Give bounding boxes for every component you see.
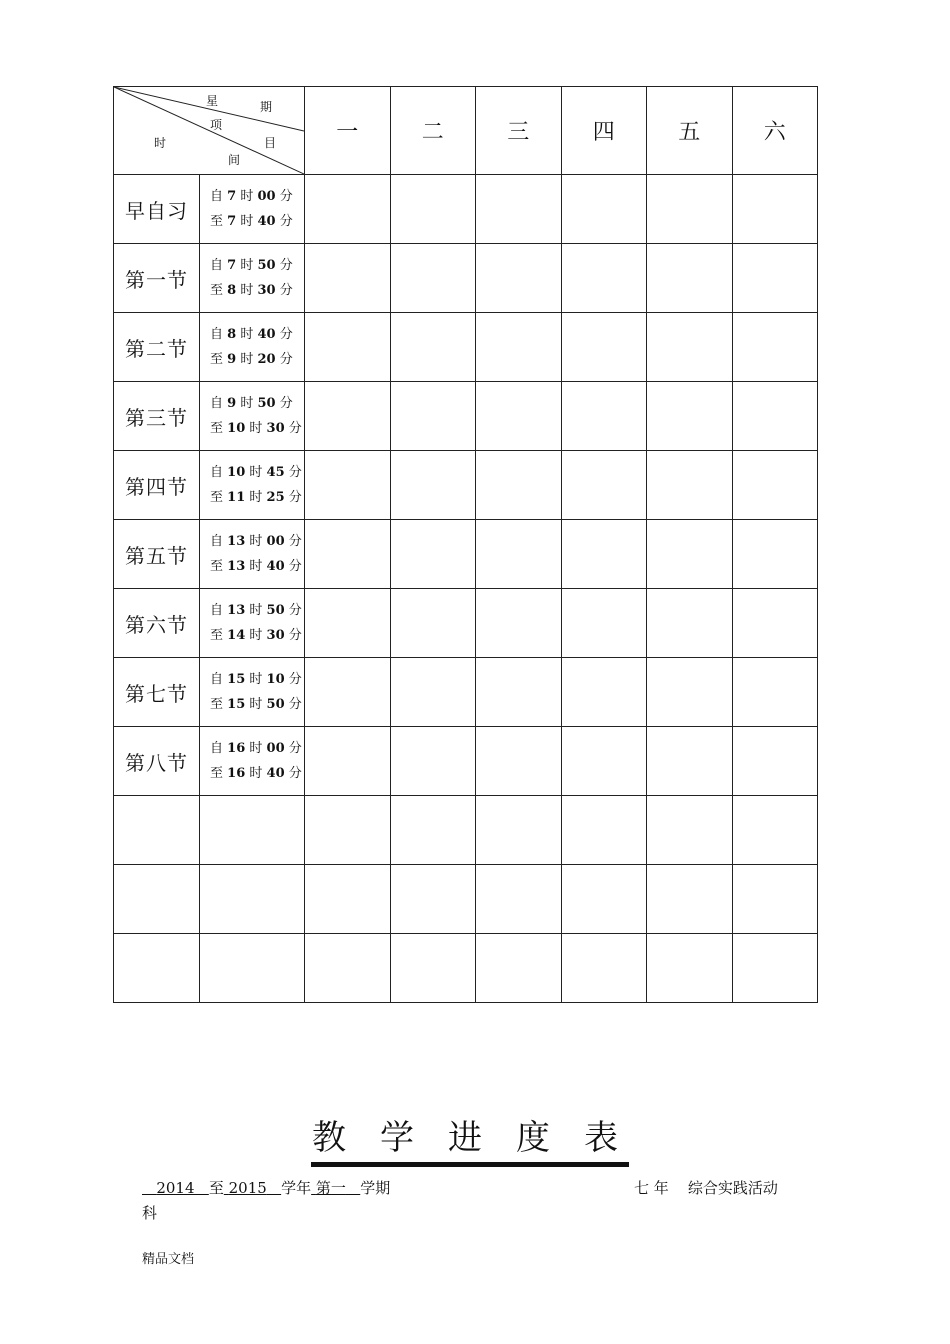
slot-row (114, 244, 818, 313)
year-word: 学年 (281, 1179, 312, 1197)
schedule-cell (200, 865, 305, 934)
time-from: 自 8 时 40 分 (210, 327, 293, 342)
time-from: 自 13 时 00 分 (210, 534, 302, 549)
schedule-cell (476, 934, 562, 1003)
schedule-cell (732, 313, 818, 382)
schedule-cell (200, 934, 305, 1003)
period-label: 早自习 (114, 175, 200, 244)
title-underline (311, 1162, 629, 1167)
schedule-cell (647, 934, 733, 1003)
period-time (200, 658, 305, 727)
schedule-cell (390, 934, 476, 1003)
blank-row (114, 796, 818, 865)
schedule-cell (561, 658, 647, 727)
schedule-cell (305, 934, 391, 1003)
period-label: 第二节 (114, 313, 200, 382)
period-label: 第八节 (114, 727, 200, 796)
schedule-cell (732, 382, 818, 451)
day-header-4: 四 (561, 87, 647, 175)
day-header-2: 二 (390, 87, 476, 175)
period-time (200, 520, 305, 589)
schedule-cell (305, 865, 391, 934)
schedule-cell (732, 520, 818, 589)
schedule-cell (561, 520, 647, 589)
day-header-1: 一 (305, 87, 391, 175)
schedule-cell (647, 658, 733, 727)
schedule-cell (561, 313, 647, 382)
blank-row (114, 934, 818, 1003)
corner-time-1: 时 (154, 136, 167, 150)
time-to: 至 14 时 30 分 (210, 628, 302, 643)
schedule-cell (561, 796, 647, 865)
schedule-cell (305, 658, 391, 727)
grade-subject (634, 1177, 778, 1198)
timetable (113, 86, 818, 1003)
time-to: 至 13 时 40 分 (210, 559, 302, 574)
schedule-cell (305, 796, 391, 865)
schedule-cell (732, 727, 818, 796)
period-time (200, 313, 305, 382)
slot-row (114, 658, 818, 727)
schedule-cell (476, 796, 562, 865)
schedule-cell (305, 244, 391, 313)
schedule-cell (390, 451, 476, 520)
schedule-cell (305, 727, 391, 796)
schedule-cell (114, 796, 200, 865)
schedule-cell (305, 175, 391, 244)
schedule-cell (476, 175, 562, 244)
slot-row (114, 451, 818, 520)
schedule-cell (390, 520, 476, 589)
schedule-cell (114, 865, 200, 934)
subject-suffix: 科 (142, 1204, 158, 1222)
schedule-cell (732, 865, 818, 934)
slot-row (114, 520, 818, 589)
time-to: 至 16 时 40 分 (210, 766, 302, 781)
schedule-cell (305, 589, 391, 658)
day-header-5: 五 (647, 87, 733, 175)
schedule-cell (647, 589, 733, 658)
schedule-cell (647, 796, 733, 865)
schedule-cell (561, 175, 647, 244)
period-label: 第一节 (114, 244, 200, 313)
schedule-cell (476, 382, 562, 451)
schedule-cell (732, 658, 818, 727)
schedule-cell (390, 796, 476, 865)
time-to: 至 8 时 30 分 (210, 283, 293, 298)
schedule-cell (561, 727, 647, 796)
schedule-cell (390, 727, 476, 796)
schedule-cell (476, 520, 562, 589)
schedule-cell (732, 451, 818, 520)
time-to: 至 9 时 20 分 (210, 352, 293, 367)
period-time (200, 451, 305, 520)
corner-time-2: 间 (228, 153, 241, 167)
day-header-3: 三 (476, 87, 562, 175)
schedule-cell (476, 244, 562, 313)
corner-week-1: 星 (206, 94, 219, 108)
period-time (200, 382, 305, 451)
year-to: 2015 (228, 1179, 267, 1197)
term-value: 第一 (315, 1179, 346, 1197)
schedule-cell (647, 520, 733, 589)
corner-week-2: 期 (260, 100, 273, 114)
schedule-cell (305, 520, 391, 589)
schedule-cell (561, 244, 647, 313)
corner-item-1: 项 (210, 118, 223, 132)
schedule-cell (647, 865, 733, 934)
slot-row (114, 382, 818, 451)
header-row (114, 87, 818, 175)
subject-value: 综合实践活动 (687, 1179, 778, 1197)
time-from: 自 10 时 45 分 (210, 465, 302, 480)
period-label: 第三节 (114, 382, 200, 451)
grade-value: 七 年 (634, 1179, 669, 1197)
schedule-cell (732, 175, 818, 244)
period-time (200, 244, 305, 313)
footer-note: 精品文档 (142, 1252, 195, 1267)
time-to: 至 7 时 40 分 (210, 214, 293, 229)
blank-row (114, 865, 818, 934)
time-to: 至 15 时 50 分 (210, 697, 302, 712)
period-label: 第七节 (114, 658, 200, 727)
schedule-cell (561, 382, 647, 451)
term-word: 学期 (360, 1179, 391, 1197)
schedule-cell (476, 727, 562, 796)
time-from: 自 16 时 00 分 (210, 741, 302, 756)
schedule-cell (390, 658, 476, 727)
schedule-cell (561, 589, 647, 658)
schedule-cell (561, 865, 647, 934)
schedule-cell (476, 451, 562, 520)
schedule-cell (390, 244, 476, 313)
schedule-cell (647, 382, 733, 451)
corner-item-2: 目 (264, 136, 277, 150)
schedule-cell (732, 244, 818, 313)
slot-row (114, 175, 818, 244)
time-from: 自 7 时 00 分 (210, 189, 293, 204)
schedule-cell (732, 796, 818, 865)
schedule-cell (390, 175, 476, 244)
schedule-cell (647, 175, 733, 244)
schedule-cell (732, 934, 818, 1003)
period-time (200, 175, 305, 244)
schedule-cell (647, 244, 733, 313)
schedule-cell (390, 382, 476, 451)
schedule-cell (114, 934, 200, 1003)
time-from: 自 15 时 10 分 (210, 672, 302, 687)
schedule-cell (390, 313, 476, 382)
period-label: 第四节 (114, 451, 200, 520)
period-label: 第六节 (114, 589, 200, 658)
slot-row (114, 313, 818, 382)
schedule-cell (476, 313, 562, 382)
schedule-cell (732, 589, 818, 658)
year-from: 2014 (156, 1179, 195, 1197)
schedule-cell (390, 865, 476, 934)
period-label: 第五节 (114, 520, 200, 589)
schedule-cell (200, 796, 305, 865)
slot-row (114, 589, 818, 658)
to-word: 至 (208, 1179, 224, 1197)
schedule-cell (647, 727, 733, 796)
day-header-6: 六 (732, 87, 818, 175)
schedule-cell (390, 589, 476, 658)
schedule-cell (647, 451, 733, 520)
period-time (200, 727, 305, 796)
schedule-cell (561, 934, 647, 1003)
schedule-cell (476, 865, 562, 934)
time-to: 至 10 时 30 分 (210, 421, 302, 436)
time-to: 至 11 时 25 分 (210, 490, 302, 505)
period-time (200, 589, 305, 658)
schedule-cell (305, 382, 391, 451)
time-from: 自 7 时 50 分 (210, 258, 293, 273)
schedule-cell (476, 658, 562, 727)
schedule-cell (305, 451, 391, 520)
slot-row (114, 727, 818, 796)
time-from: 自 9 时 50 分 (210, 396, 293, 411)
schedule-cell (305, 313, 391, 382)
page-title: 教学进度表 (312, 1118, 652, 1158)
schedule-cell (647, 313, 733, 382)
corner-header-cell (114, 87, 305, 175)
time-from: 自 13 时 50 分 (210, 603, 302, 618)
schedule-cell (561, 451, 647, 520)
schedule-cell (476, 589, 562, 658)
